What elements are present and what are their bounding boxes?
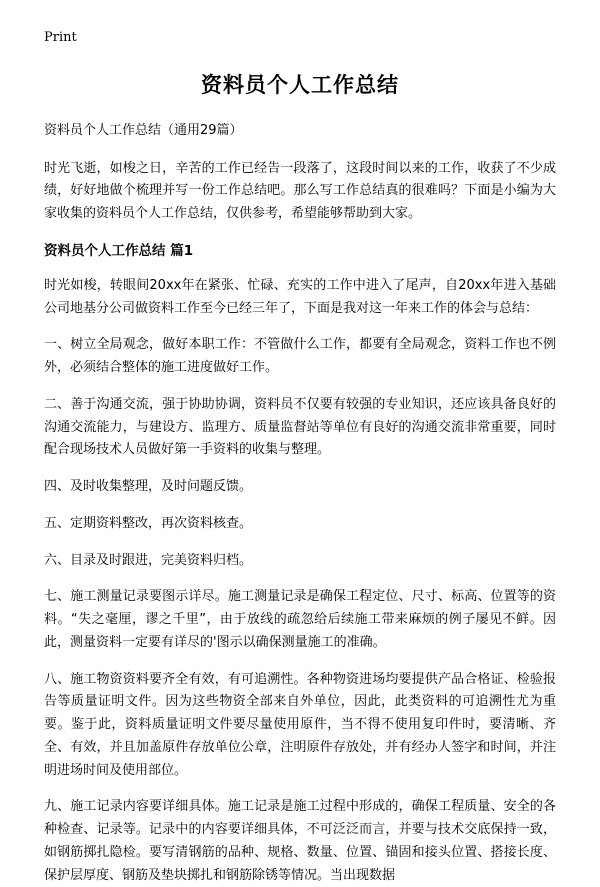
paragraph: 时光飞逝，如梭之日，辛苦的工作已经告一段落了，这段时间以来的工作，收获了不少成绩，好好地做个梳理并写一份工作总结吧。那么写工作总结真的很难吗？下面是小编为大家收集的资料员个人工作总结，仅供参考，希望能够帮助到大家。 [44, 160, 556, 222]
paragraph: 八、施工物资资料要齐全有效，有可追溯性。各种物资进场均要提供产品合格证、检验报告等质量证明文件。因为这些物资全部来自外单位，因此，此类资料的可追溯性尤为重要。鉴于此，资料质量证明文件要尽量使用原件，当不得不使用复印件时，要清晰、齐全、有效，并且加盖原件存放单位公章，注明原件存放处，并有经办人签字和时间，并注明进场时间及使用部位。 [44, 671, 556, 778]
paragraph: 时光如梭，转眼间20xx年在紧张、忙碌、充实的工作中进入了尾声，自20xx年进入基础公司地基分公司做资料工作至今已经三年了，下面是我对这一年来工作的体会与总结： [44, 277, 556, 316]
paragraph: 六、目录及时跟进，完美资料归档。 [44, 552, 253, 568]
document-body [44, 158, 556, 887]
paragraph: 九、施工记录内容要详细具体。施工记录是施工过程中形成的，确保工程质量、安全的各种检查、记录等。记录中的内容要详细具体，不可泛泛而言，并要与技术交底保持一致，如钢筋掷扎隐检。要写清钢筋的品种、规格、数量、位置、锚固和接头位置、搭接长度、保护层厚度、钢筋及垫块掷扎和钢筋除锈等情况。当出现数据 [44, 799, 556, 883]
print-link[interactable]: Print [44, 30, 77, 45]
paragraph: 七、施工测量记录要图示详尽。施工测量记录是确保工程定位、尺寸、标高、位置等的资料。“失之毫厘，谬之千里”，由于放线的疏忽给后续施工带来麻烦的例子屡见不鲜。因此，测量资料一定要有详尽的'图示以确保测量施工的准确。 [44, 589, 556, 650]
document-subtitle: 资料员个人工作总结（通用29篇） [44, 122, 243, 138]
paragraph: 一、树立全局观念，做好本职工作：不管做什么工作，都要有全局观念，资料工作也不例外，必须结合整体的施工进度做好工作。 [44, 337, 556, 376]
paragraph: 四、及时收集整理，及时问题反馈。 [44, 479, 253, 495]
page-title: 资料员个人工作总结 [201, 72, 399, 97]
paragraph: 五、定期资料整改，再次资料核查。 [44, 515, 253, 531]
section-heading: 资料员个人工作总结 篇1 [44, 242, 194, 259]
paragraph: 二、善于沟通交流，强于协助协调，资料员不仅要有较强的专业知识，还应该具备良好的沟通交流能力，与建设方、监理方、质量监督站等单位有良好的沟通交流非常重要，同时配合现场技术人员做好第一手资料的收集与整理。 [44, 396, 556, 458]
